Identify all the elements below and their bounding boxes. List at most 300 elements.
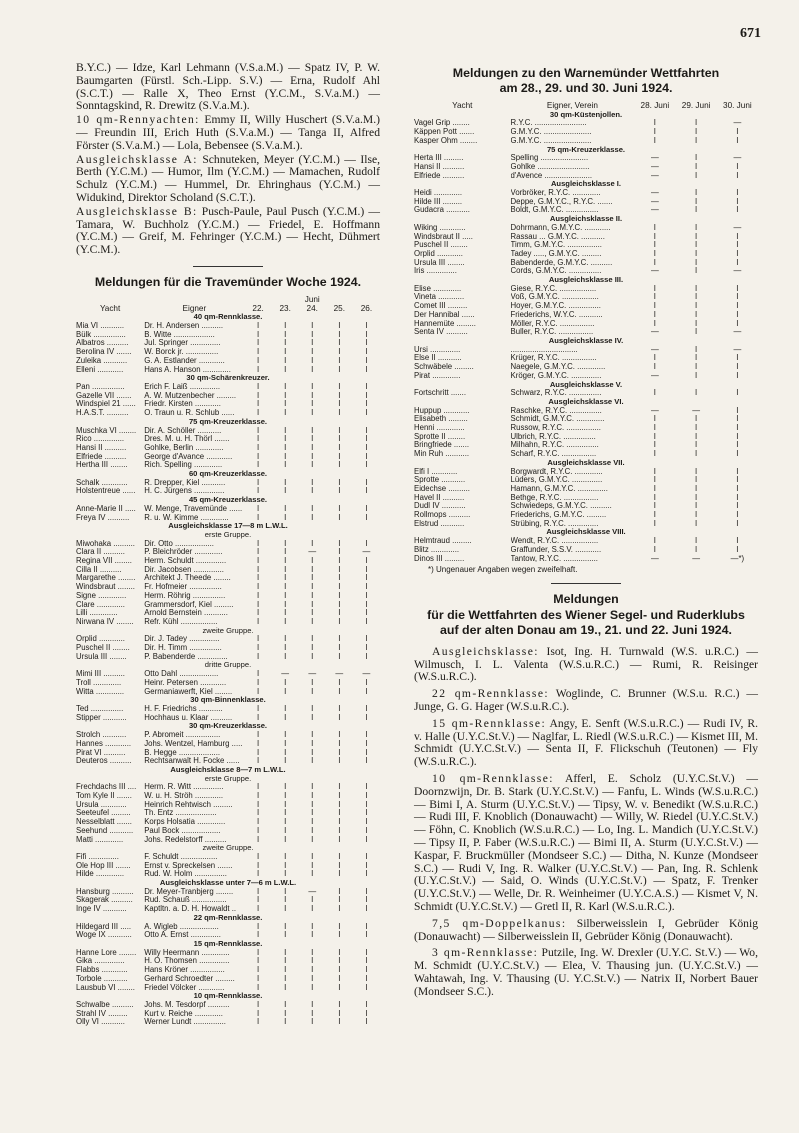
table-row (414, 555, 758, 564)
entry-mark: I (257, 322, 260, 331)
owner-name: Deppe, G.M.Y.C., R.Y.C. ....... (510, 197, 613, 206)
entry-mark: I (695, 537, 698, 546)
entry-mark: I (338, 809, 341, 818)
owner-name: B. Witte ................... (144, 330, 215, 339)
yacht-name: Stipper ........... (76, 713, 127, 722)
yacht-name: Berolina IV ....... (76, 348, 132, 357)
entry-mark: I (695, 136, 698, 145)
entry-mark: I (365, 452, 368, 461)
table-row (76, 966, 380, 975)
yacht-name: Clara II .......... (76, 548, 125, 557)
class-heading: Ausgleichsklasse 17—8 m L.W.L. (168, 522, 288, 531)
entry-mark: I (695, 328, 698, 337)
entry-mark: I (311, 705, 314, 713)
table-row (76, 331, 380, 340)
table-row (414, 354, 758, 363)
entry-mark: I (257, 948, 260, 957)
entry-mark: I (284, 800, 287, 809)
entry-mark: I (365, 896, 368, 905)
owner-name: Voß, G.M.Y.C. ................. (510, 293, 599, 302)
entry-mark: I (695, 293, 698, 302)
owner-name: Vorbröker, R.Y.C. ............. (510, 189, 601, 198)
entry-mark: I (365, 600, 368, 609)
entry-mark: I (257, 931, 260, 940)
entry-mark: — (650, 154, 659, 163)
entry-mark: I (257, 705, 260, 713)
entry-mark: I (311, 983, 314, 992)
entry-mark: I (736, 441, 739, 450)
yacht-name: Eidechse .......... (414, 484, 470, 493)
entry-mark: I (695, 389, 698, 398)
entry-mark: I (284, 461, 287, 470)
yacht-name: Ursula III ........ (414, 258, 465, 267)
owner-name: Milhahn, R.Y.C. ............... (510, 441, 599, 450)
entry-mark: I (365, 409, 368, 418)
entry-mark: I (365, 713, 368, 722)
table-row (76, 635, 380, 644)
yacht-name: Schwäbele ......... (414, 363, 474, 372)
entry-mark: I (695, 119, 698, 128)
entry-mark: — (692, 406, 701, 415)
group-heading-row (76, 775, 380, 784)
owner-name: George d'Avance ............ (144, 452, 233, 461)
table-row (414, 302, 758, 311)
entry-mark: I (257, 400, 260, 409)
owner-name: Dir. Jacobsen .............. (144, 565, 224, 574)
entry-mark: I (311, 609, 314, 618)
entry-mark: I (311, 583, 314, 592)
table-row (76, 888, 380, 897)
class-heading: Ausgleichsklasse IV. (548, 336, 624, 345)
entry-mark: I (736, 493, 739, 502)
entry-mark: I (365, 574, 368, 583)
yacht-name: Zuleika ........... (76, 356, 128, 365)
entry-mark: I (338, 905, 341, 914)
table-row (76, 688, 380, 697)
yacht-name: Herta III ......... (414, 154, 464, 163)
entry-mark: I (257, 617, 260, 626)
owner-name: Wendt, R.Y.C. ................. (510, 537, 599, 546)
yacht-name: Miwohaka .......... (76, 539, 135, 548)
entry-mark: I (653, 128, 656, 137)
entry-mark: I (365, 905, 368, 914)
entry-mark: I (653, 467, 656, 476)
entry-mark: I (284, 339, 287, 348)
entry-mark: I (365, 731, 368, 740)
entry-mark: I (284, 731, 287, 740)
entry-mark: I (695, 345, 698, 354)
entry-mark: I (284, 557, 287, 566)
yacht-name: Ursi .............. (414, 345, 461, 354)
owner-name: Gerhard Schroedter ......... (144, 974, 235, 983)
entry-mark: I (257, 687, 260, 696)
owner-name: H. F. Friedrichs ........... (144, 705, 223, 713)
entry-mark: I (736, 545, 739, 554)
entry-mark: I (365, 478, 368, 487)
owner-name: Borgwardt, R.Y.C. ............. (510, 467, 603, 476)
class-heading: 75 qm-Kreuzerklasse. (546, 145, 626, 154)
entry-mark: I (311, 557, 314, 566)
entry-mark: I (365, 870, 368, 879)
yacht-name: Woge IX ........... (76, 931, 132, 940)
owner-name: Schwarz, R.Y.C. ............... (510, 389, 602, 398)
entry-mark: I (338, 330, 341, 339)
wien-paragraph (414, 646, 758, 684)
entry-mark: I (311, 339, 314, 348)
owner-name: R. Drepper, Kiel ........... (144, 478, 226, 487)
owner-name: Spelling ...................... (510, 154, 589, 163)
owner-name: Bethge, R.Y.C. ................ (510, 493, 599, 502)
day-header: 26. (360, 304, 373, 313)
entry-mark: I (257, 1018, 260, 1027)
entry-mark: I (257, 609, 260, 618)
entry-mark: I (257, 748, 260, 757)
entry-mark: — (650, 162, 659, 171)
entry-mark: I (338, 861, 341, 870)
owner-name: Willy Heermann ............. (144, 948, 230, 957)
entry-mark: I (338, 461, 341, 470)
owner-name: Friederichs, W.Y.C. ........... (510, 310, 603, 319)
owner-name: Boldt, G.M.Y.C. ............... (510, 206, 599, 215)
table-row (414, 441, 758, 450)
entry-mark: I (695, 354, 698, 363)
entry-mark: I (338, 792, 341, 801)
entry-mark: I (653, 293, 656, 302)
entry-mark: I (736, 389, 739, 398)
yacht-name: Vagel Grip ........ (414, 119, 470, 128)
owner-name: Hoyer, G.M.Y.C. ............... (510, 302, 601, 311)
yacht-name: Gudacra ........... (414, 206, 470, 215)
class-heading: 30 qm-Binnenklasse. (190, 696, 266, 705)
class-text: Silberweisslein I, Gebrüder König (Donauwacht) — Silberweisslein II, Gebrüder König (Donauwacht). (414, 916, 758, 943)
owner-name: Tadey ....., G.M.Y.C. ......... (510, 249, 602, 258)
yacht-name: Havel II .......... (414, 493, 465, 502)
entry-mark: I (736, 206, 739, 215)
entry-mark: I (338, 739, 341, 748)
entry-mark: I (338, 548, 341, 557)
day-header: 29. Juni (681, 102, 711, 110)
owner-name: Krüger, R.Y.C. ................ (510, 354, 597, 363)
entry-mark: I (653, 258, 656, 267)
entry-mark: I (365, 1018, 368, 1027)
entry-mark: — (650, 406, 659, 415)
table-row (414, 137, 758, 146)
table-row (414, 293, 758, 302)
entry-mark: I (695, 302, 698, 311)
class-label: 22 qm-Rennklasse: (432, 687, 550, 701)
class-heading: 10 qm-Rennklasse. (193, 992, 263, 1001)
entry-mark: I (311, 443, 314, 452)
entry-mark: I (695, 363, 698, 372)
entry-mark: I (365, 1009, 368, 1018)
class-heading-row (76, 470, 380, 479)
entry-mark: I (736, 241, 739, 250)
owner-name: Dres. M. u. H. Thörl ....... (144, 435, 230, 444)
yacht-name: Elstrud ........... (414, 519, 465, 528)
wien-title-line: Meldungen (553, 592, 619, 607)
entry-mark: I (695, 154, 698, 163)
table-row (76, 862, 380, 871)
entry-mark: I (338, 400, 341, 409)
entry-mark: I (338, 687, 341, 696)
entry-mark: I (338, 731, 341, 740)
table-row (76, 749, 380, 758)
entry-mark: I (736, 406, 739, 415)
owner-name: d'Avence ...................... (510, 171, 593, 180)
owner-name: Hamann, G.M.Y.C. .............. (510, 484, 608, 493)
entry-mark: I (736, 415, 739, 424)
entry-mark: — (362, 548, 371, 557)
entry-mark: I (365, 365, 368, 374)
entry-mark: I (338, 617, 341, 626)
table-row (414, 172, 758, 181)
class-text: Angy, E. Senft (W.S.u.R.C.) — Rudi IV, R. v. Halle (U.Y.C.St.V.) — Naglfar, L. Riedl (W.S.u.R.C.) — Kismet III, M. Schmidt (U.Y.C.St.V.) — Senta II, F. Flickschuh (Teutonen) — Fly (W.S.u.R.C.). (414, 716, 758, 769)
entry-mark: I (311, 931, 314, 940)
entry-mark: I (695, 511, 698, 520)
owner-name: Dr. Meyer-Tranbjerg ........ (144, 887, 234, 896)
entry-mark: I (311, 478, 314, 487)
entry-mark: I (284, 591, 287, 600)
entry-mark: I (284, 443, 287, 452)
entry-mark: I (365, 687, 368, 696)
table-row (414, 328, 758, 337)
entry-mark: — (650, 206, 659, 215)
group-heading-row (76, 661, 380, 670)
entry-mark: I (311, 652, 314, 661)
entry-mark: I (284, 1000, 287, 1009)
yacht-name: Hilde III ......... (414, 197, 463, 206)
class-text: Putzile, Ing. W. Drexler (U.Y.C. St.V.) — Wo, M. Schmidt (U.Y.C.St.V.) — Elea, V. Thausing jun. (U.Y.C.St.V.) — Wahtawah, Ing. V. Thausing (U. Y.C.St.V.) — Natrix II, Norbert Bauer (Mondseer S.C.). (414, 946, 758, 998)
entry-mark: I (311, 400, 314, 409)
entry-mark: I (257, 835, 260, 844)
intro-paragraph: B.Y.C.) — Idze, Karl Lehmann (V.S.a.M.) — Spatz IV, P. W. Baumgarten (Fürstl. Sch.-Lipp. S.V.) — Erna, Rudolf Ahl (S.C.T.) — Ralle X, Theo Ernst (Y.C.M., S.V.a.M.) — Sonntagskind, R. Drewitz (S.V.a.M.). (76, 61, 380, 113)
entry-mark: I (338, 974, 341, 983)
yacht-name: Lilli ............. (76, 609, 118, 618)
owner-name: Schwiedeps, G.M.Y.C. .......... (510, 502, 612, 511)
entry-mark: I (311, 966, 314, 975)
entry-mark: I (653, 223, 656, 232)
class-label: 10 qm-Rennyachten: (76, 113, 200, 127)
yacht-name: Elleni ............ (76, 365, 124, 374)
entry-mark: I (695, 258, 698, 267)
class-heading: 40 qm-Rennklasse. (193, 313, 263, 322)
class-heading-row (414, 459, 758, 468)
owner-name: Hans Kröner ................ (144, 966, 225, 975)
entry-mark: I (257, 391, 260, 400)
entry-mark: I (311, 835, 314, 844)
owner-name: Dir. H. Timm ............... (144, 644, 222, 653)
entry-mark: I (311, 1018, 314, 1027)
entry-mark: I (257, 896, 260, 905)
entry-mark: I (311, 635, 314, 644)
table-row (414, 189, 758, 198)
class-heading-row (414, 398, 758, 407)
entry-mark: I (284, 922, 287, 931)
entry-mark: I (311, 513, 314, 522)
yacht-name: Flabbs ............ (76, 966, 128, 975)
yacht-name: Elisabeth ......... (414, 415, 468, 424)
entry-mark: I (338, 600, 341, 609)
page-number: 671 (740, 26, 761, 41)
entry-mark: I (736, 537, 739, 546)
yacht-name: Gazelle VII ....... (76, 391, 132, 400)
entry-mark: I (338, 391, 341, 400)
yacht-name: Elfriede .......... (414, 171, 465, 180)
owner-name: Johs. M. Tesdorpf .......... (144, 1000, 230, 1009)
group-heading: zweite Gruppe. (202, 626, 254, 635)
yacht-name: Matti ............. (76, 835, 124, 844)
entry-mark: I (338, 652, 341, 661)
entry-mark: I (695, 241, 698, 250)
owner-name: Heinr. Petersen ............ (144, 678, 227, 687)
yacht-name: Puschel II ........ (76, 644, 130, 653)
entry-mark: I (365, 887, 368, 896)
entry-mark: I (338, 931, 341, 940)
entry-mark: I (695, 128, 698, 137)
wien-title-line: auf der alten Donau am 19., 21. und 22. Juni 1924. (440, 623, 732, 638)
table-row (76, 566, 380, 575)
yacht-name: Elfriede .......... (76, 452, 127, 461)
warnemuende-title-line: am 28., 29. und 30. Juni 1924. (499, 81, 673, 95)
entry-mark: I (311, 644, 314, 653)
entry-mark: I (338, 748, 341, 757)
entry-mark: I (365, 852, 368, 861)
entry-mark: I (736, 424, 739, 433)
yacht-name: Dinos III ......... (414, 554, 465, 563)
owner-name: Otto Dahl .................. (144, 670, 219, 679)
entry-mark: — (650, 345, 659, 354)
entry-mark: I (653, 545, 656, 554)
entry-mark: I (736, 354, 739, 363)
yacht-name: Holstentreue ...... (76, 487, 136, 496)
entry-mark: — (650, 328, 659, 337)
class-heading-row (76, 940, 380, 949)
entry-mark: I (284, 687, 287, 696)
section-divider (193, 266, 263, 267)
yacht-name: Lausbub VI ........ (76, 983, 135, 992)
table-row (76, 383, 380, 392)
table-row (76, 653, 380, 662)
group-heading: erste Gruppe. (204, 530, 252, 539)
owner-name: Rud. W. Holm ............... (144, 870, 227, 879)
yacht-name: Clare ............. (76, 600, 125, 609)
entry-mark: I (284, 861, 287, 870)
yacht-name: Huppup ............ (414, 406, 470, 415)
owner-name: Dir. Otto .................. (144, 539, 214, 548)
entry-mark: I (311, 731, 314, 740)
entry-mark: I (257, 365, 260, 374)
yacht-name: Windsbraut ........ (76, 583, 135, 592)
yacht-name: Gika .............. (76, 957, 125, 966)
entry-mark: I (653, 432, 656, 441)
group-heading: erste Gruppe. (204, 774, 252, 783)
entry-mark: I (284, 644, 287, 653)
owner-name: A. W. Mutzenbecher ......... (144, 391, 237, 400)
yacht-name: Hertha III ........ (76, 461, 128, 470)
owner-name: Gohlke ........................ (510, 162, 590, 171)
owner-name: Hochhaus u. Klaar .......... (144, 713, 233, 722)
entry-mark: I (736, 293, 739, 302)
entry-mark: I (284, 574, 287, 583)
class-label: Ausgleichsklasse: (432, 644, 539, 658)
owner-name: Johs. Redelstorff .......... (144, 835, 227, 844)
table-row (414, 320, 758, 329)
yacht-name: Torbole ........... (76, 974, 128, 983)
table-row (76, 853, 380, 862)
entry-mark: I (257, 548, 260, 557)
table-row (414, 468, 758, 477)
entry-mark: I (284, 409, 287, 418)
entry-mark: I (257, 852, 260, 861)
entry-mark: I (284, 617, 287, 626)
entry-mark: I (257, 504, 260, 513)
entry-mark: I (365, 617, 368, 626)
yacht-name: Henni ............. (414, 424, 465, 433)
class-heading: Ausgleichsklasse 8—7 m L.W.L. (170, 765, 286, 774)
entry-mark: I (695, 284, 698, 293)
table-row (76, 984, 380, 993)
class-text: Isot, Ing. H. Turnwald (W.S. u.R.C.) — Wilmusch, I. L. Valenta (W.S.u.R.C.) — Rumi, R. Reisinger (W.S.u.R.C.). (414, 644, 758, 684)
class-label: 15 qm-Rennklasse: (432, 716, 547, 730)
group-heading: dritte Gruppe. (204, 661, 252, 670)
table-row (414, 128, 758, 137)
entry-mark: I (365, 348, 368, 357)
owner-name: Dohrmann, G.M.Y.C. ............ (510, 223, 611, 232)
entry-mark: I (736, 232, 739, 241)
entry-mark: I (695, 415, 698, 424)
entry-mark: I (653, 354, 656, 363)
entry-mark: I (653, 302, 656, 311)
entry-mark: I (365, 644, 368, 653)
owner-name: G.M.Y.C. ...................... (510, 136, 592, 145)
owner-name: G.M.Y.C. ...................... (510, 128, 592, 137)
wien-paragraph (414, 918, 758, 944)
entry-mark: I (311, 1009, 314, 1018)
entry-mark: I (338, 870, 341, 879)
wien-paragraph (414, 773, 758, 914)
yacht-name: Cilla II .......... (76, 565, 122, 574)
table-row (76, 400, 380, 409)
owner-name: Lüders, G.M.Y.C. .............. (510, 476, 603, 485)
entry-mark: I (695, 162, 698, 171)
table-row (414, 346, 758, 355)
table-row (76, 931, 380, 940)
entry-mark: I (653, 484, 656, 493)
entry-mark: I (284, 826, 287, 835)
owner-name: Ulbrich, R.Y.C. ............... (510, 432, 596, 441)
class-text: Emmy II, Willy Huschert (S.V.a.M.) — Freundin III, Erich Huth (S.V.a.M.) — Tanga II, Alfred Förster (S.V.a.M.) — Lola, Bebensee (S.V.a.M.). (76, 113, 380, 152)
entry-mark: I (257, 966, 260, 975)
entry-mark: I (338, 948, 341, 957)
yacht-name: Frechdachs III .... (76, 783, 137, 792)
entry-mark: I (338, 922, 341, 931)
yacht-name: Bringfriede ....... (414, 441, 470, 450)
table-row (76, 435, 380, 444)
entry-mark: I (311, 504, 314, 513)
entry-mark: I (284, 705, 287, 713)
entry-mark: I (311, 748, 314, 757)
entry-mark: I (284, 539, 287, 548)
yacht-name: Mia VI ........... (76, 322, 125, 331)
entry-mark: I (257, 670, 260, 679)
yacht-name: Hannemüte ......... (414, 319, 476, 328)
table-row (414, 241, 758, 250)
entry-mark: I (365, 792, 368, 801)
entry-mark: I (311, 356, 314, 365)
entry-mark: I (365, 504, 368, 513)
owner-name: Dr. H. Andersen .......... (144, 322, 224, 331)
entry-mark: I (338, 574, 341, 583)
